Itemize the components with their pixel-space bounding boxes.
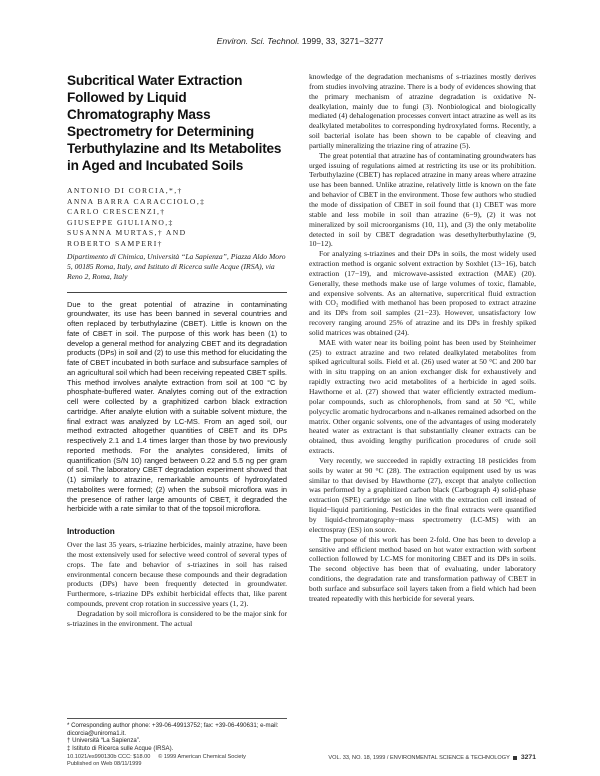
page-number: 3271: [520, 754, 536, 761]
copyright: © 1999 American Chemical Society: [158, 754, 246, 760]
body-paragraph: Very recently, we succeeded in rapidly extracting 18 pesticides from soils by water at 90 °C (28). The extraction equipment used by us was similar to that devised by Hawthorne (27), except that analyte collection was performed by a graphitized carbon black (Carbograph 4) solid-phase extraction (SPE) cartridge set on line with the extraction cell instead of liquid−liquid partitioning. Pesticides in the final extracts were quantified by liquid-chromatography−mass spectrometry (LC-MS) with an electrospray (ES) ion source.: [309, 455, 536, 534]
abstract: Due to the great potential of atrazine in contaminating groundwater, its use has been banned in several countries and often replaced by terbuthylazine (CBET). Little is known on the fate of CBET in soil. The purpose of this work has been (1) to develop a general method for analyzing CBET and its degradation products (DPs) in soil and (2) to use this method for elucidating the fate of CBET incubated in both surface and subsurface samples of an agricultural soil which had been receiving repeated CBET spills. This method involves analyte extraction from soil at 100 °C by phosphate-buffered water. Analytes coming out of the extraction cell were collected by a graphitized carbon black extraction cartridge. After analyte elution with a suitable solvent mixture, the final extract was analyzed by LC-MS. From an aged soil, our method extracted altogether quantities of CBET and its DPs respectively 2.1 and 1.4 times larger than those by two previously reported methods. For the analytes considered, limits of quantification (S/N 10) ranged between 0.22 and 5.5 ng per gram of soil. The laboratory CBET degradation experiment showed that (1) similarly to atrazine, remarkable amounts of hydroxylated metabolites were formed; (2) when the subsoil microflora was in the presence of rather large amounts of CBET, it degraded the herbicide with a rate similar to that of the topsoil microflora.: [67, 299, 287, 514]
footnotes: [67, 718, 287, 752]
body-paragraph: For analyzing s-triazines and their DPs in soils, the most widely used extraction method is organic solvent extraction by Soxhlet (13−16), batch extraction (17−19), and microwave-assisted extraction (MAE) (20). Generally, these methods make use of large volumes of toxic, flamable, and expensive solvents. As an alternative, supercritical fluid extraction with CO₂ modified with methanol has been proposed to extract atrazine and its DPs from soil samples (21−23). However, unsatisfactory low recovery ranging around 25% of atrazine and its DPs in freshly spiked solid matrices was obtained (24).: [309, 249, 536, 337]
article-title: Subcritical Water Extraction Followed by Liquid Chromatography Mass Spectrometry for Determining Terbuthylazine and Its Metabolites in Aged and Incubated Soils: [67, 73, 282, 173]
section-heading-introduction: Introduction: [67, 527, 115, 537]
affiliation: Dipartimento di Chimica, Università “La Sapienza”, Piazza Aldo Moro 5, 00185 Roma, Italy, and Istituto di Ricerca sulle Acque (IRSA), via Reno 2, Roma, Italy: [67, 251, 286, 281]
title-rule: [67, 292, 287, 293]
author: ANNA BARRA CARACCIOLO,‡: [67, 196, 206, 206]
author: GIUSEPPE GIULIANO,‡: [67, 217, 174, 227]
footer-publication-info: [67, 754, 307, 768]
corresponding-author-note: * Corresponding author phone: +39-06-49913752; fax: +39-06-490631; e-mail: dicorcia@uniroma1.it.: [67, 722, 279, 737]
right-column: [309, 72, 536, 604]
author-list: [67, 186, 287, 250]
body-paragraph: MAE with water near its boiling point has been used by Steinheimer (25) to extract atrazine and two related dealkylated metabolites from spiked agricultural soils. Field et al. (26) used water at 50 °C and 200 bar with in situ trapping on an anion exchanger disk for exhaustively and rapidly extracting two acid metabolites of a herbicide in aged soils. Hawthorne et al. (27) showed that water efficiently extracted medium-polar compounds, such as chlorophenols, from sand at 50 °C, while polycyclic aromatic hydrocarbons and n-alkanes remained adsorbed on the matrix. Other organic solvents, one of the advantages of using moderately heated water as extractant is that substantially cleaner extracts can be obtained, thus avoiding lengthy purification procedures of crude soil extracts.: [309, 337, 536, 456]
intro-paragraph: Over the last 35 years, s-triazine herbicides, mainly atrazine, have been the most extensively used for selective weed control of several types of crops. The fate and behavior of s-triazines in soil has raised environmental concern because these compounds and their degradation products (DPs) have been frequently detected in groundwater. Furthermore, s-triazine DPs exhibit herbicidal effects that, like parent compounds, prevent crop rotation in successive years (1, 2).: [67, 540, 287, 609]
square-bullet-icon: [513, 756, 517, 760]
author: ANTONIO DI CORCIA,*,†: [67, 186, 183, 195]
journal-year-volume: 1999, 33, 3271−3277: [301, 36, 384, 46]
left-column: [67, 72, 287, 629]
intro-paragraph: Degradation by soil microflora is considered to be the major sink for s-triazines in the environment. The actual: [67, 608, 287, 628]
body-paragraph: The great potential that atrazine has of contaminating groundwaters has urged issuing of regulations aimed at restricting its use or its prohibition. Terbuthylazine (CBET) has replaced atrazine in many areas where atrazine use has been banned. Unlike atrazine, relatively little is known on the fate and behavior of CBET in the environment. Those few authors who studied the mode of dissipation of CBET in soil found that (1) CBET was more stable and less mobile in soil than atrazine (6−9), (2) it was not mineralized by soil microorganisms (10, 11), and (3) the only metabolite detected in soil by CBET degradation was desethylterbuthylazine (9, 10−12).: [309, 150, 536, 249]
author: CARLO CRESCENZI,†: [67, 207, 166, 217]
body-paragraph: knowledge of the degradation mechanisms of s-triazines mostly derives from studies involving atrazine. There is a body of evidences showing that the primary mechanism of atrazine degradation is oxidative N-dealkylation, mainly due to fungi (3). Nonbiological and biologically mediated (4) dehalogenation processes convert intact atrazine as well as its dealkylated metabolites to corresponding hydroxylated forms. Recently, a soil bacterial isolate has been shown to be capable of cleaving and partially mineralizing the triazine ring of atrazine (5).: [309, 72, 536, 150]
footer-journal-line: VOL. 33, NO. 18, 1999 / ENVIRONMENTAL SCIENCE & TECHNOLOGY: [328, 755, 510, 761]
author: ROBERTO SAMPERI†: [67, 238, 163, 248]
journal-name: Environ. Sci. Technol.: [216, 36, 300, 46]
body-paragraph: The purpose of this work has been 2-fold. One has been to develop a sensitive and efficient method based on hot water extraction with sorbent collection followed by LC-MS for monitoring CBET and its DPs in soils. The second objective has been that of evaluating, under laboratory conditions, the degradation rate and transformation pathway of CBET in both surface and subsurface soil layers taken from a field which had been treated repeatedly with this herbicide for several years.: [309, 534, 536, 603]
author: SUSANNA MURTAS,† AND: [67, 228, 187, 238]
published-date: Published on Web 08/11/1999: [67, 761, 142, 767]
journal-header: [0, 36, 600, 46]
doi: 10.1021/es990130b CCC: $18.00: [67, 754, 151, 760]
footer-journal-page: [309, 754, 536, 761]
affiliation-note: ‡ Istituto di Ricerca sulle Acque (IRSA).: [67, 744, 174, 752]
affiliation-note: † Università “La Sapienza”.: [67, 737, 141, 745]
